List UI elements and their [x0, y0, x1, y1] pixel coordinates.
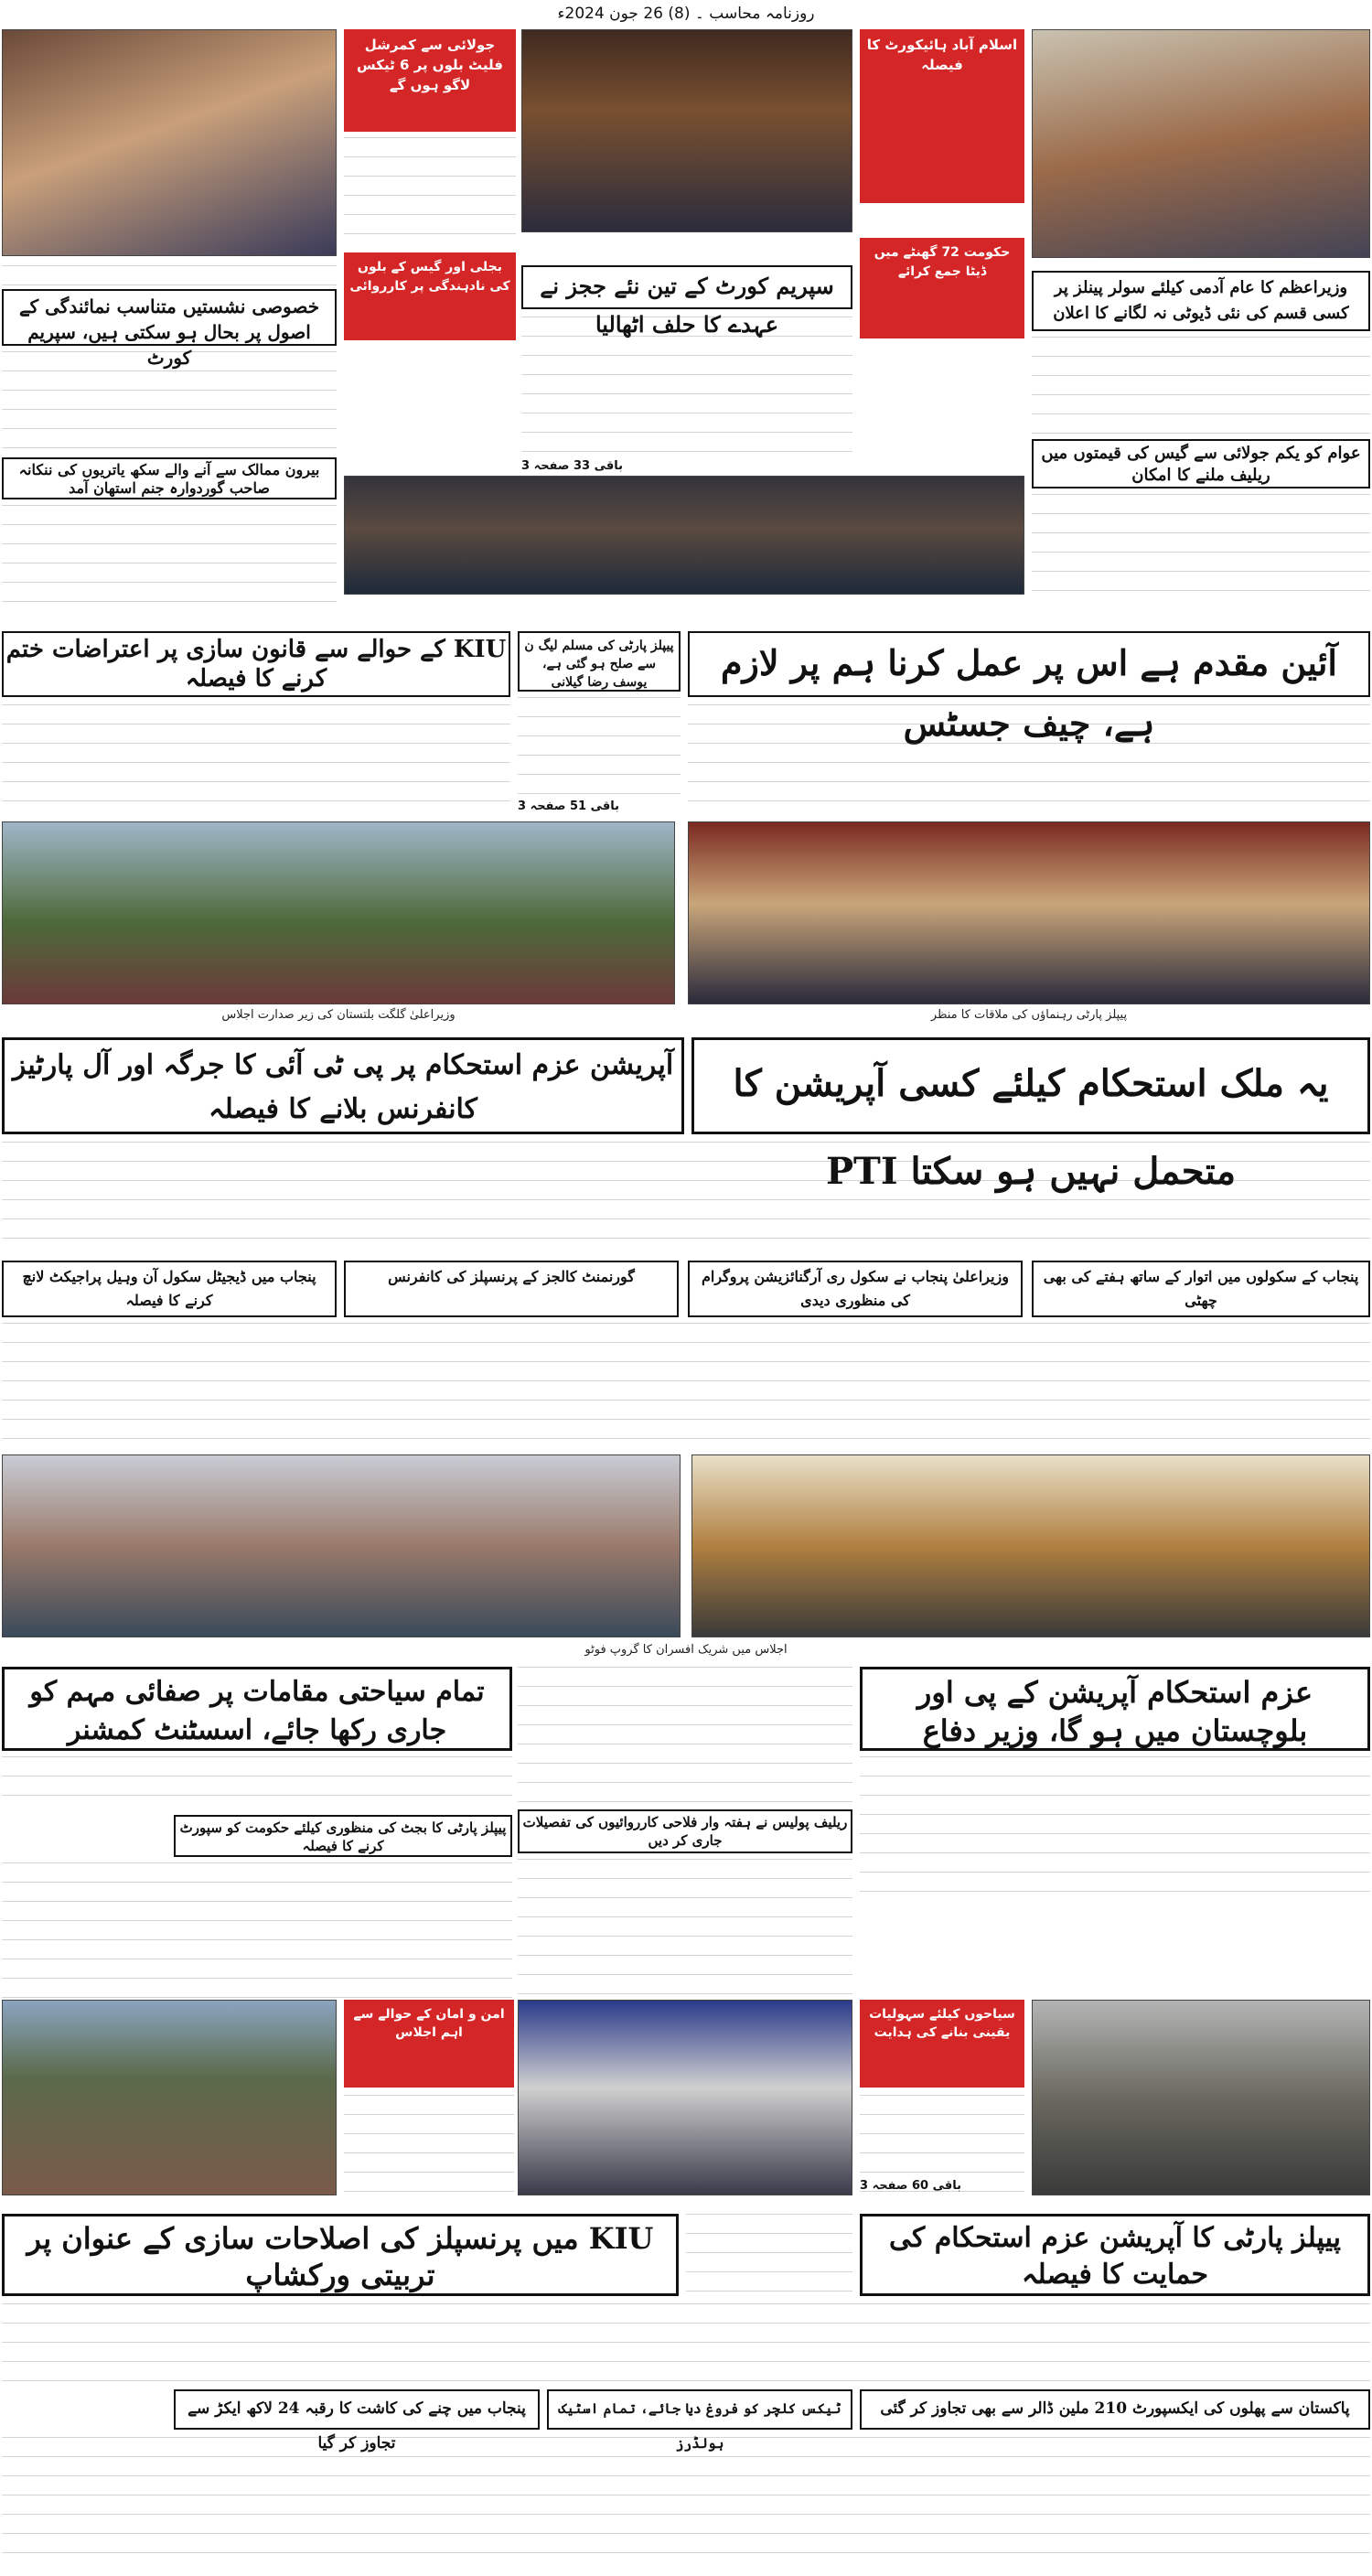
- red-box-left-2: بجلی اور گیس کے بلوں کی نادہندگی پر کارروائی: [344, 252, 516, 340]
- sub-headline-crop-area: پنجاب میں چنے کی کاشت کا رقبہ 24 لاکھ ایکڑ سے تجاوز کر گیا: [174, 2389, 540, 2430]
- text-column: [521, 317, 852, 454]
- sub-headline-school-reorganization: وزیراعلیٰ پنجاب نے سکول ری آرگنائزیشن پروگرام کی منظوری دیدی: [688, 1261, 1023, 1317]
- text-column: [2, 2437, 1370, 2565]
- text-column: [518, 697, 681, 812]
- headline-sikh-yatrees: بیرون ممالک سے آنے والے سکھ یاتریوں کی ننکانہ صاحب گوردوارہ جنم استھان آمد: [2, 457, 337, 499]
- sub-headline-ppp-budget: پیپلز پارٹی کا بجٹ کی منظوری کیلئے حکومت کو سپورٹ کرنے کا فیصلہ: [174, 1815, 512, 1857]
- photo-gathering: [344, 476, 1024, 595]
- text-column: [1032, 337, 1370, 437]
- text-column: [518, 1859, 852, 1996]
- text-column: [688, 704, 1370, 812]
- red-box-tourists: سیاحوں کیلئے سہولیات یقینی بنانے کی ہدایت: [860, 2000, 1024, 2088]
- text-column: [2, 2303, 1370, 2382]
- sub-headline-school-holiday: پنجاب کے سکولوں میں اتوار کے ساتھ ہفتے کی بھی چھٹی: [1032, 1261, 1370, 1317]
- text-column: [2, 704, 510, 812]
- red-box-left-1: جولائی سے کمرشل فلیٹ بلوں پر 6 ٹیکس لاگو ہوں گے: [344, 29, 516, 132]
- masthead-date: روزنامہ محاسب ۔ (8) 26 جون 2024ء: [557, 5, 815, 23]
- red-box-security: امن و امان کے حوالے سے اہم اجلاس: [344, 2000, 514, 2088]
- text-column: [344, 137, 516, 247]
- text-column: [344, 2095, 514, 2195]
- photo-meeting-room: [688, 821, 1370, 1004]
- photo-valley-crowd: [2, 2000, 337, 2195]
- sub-headline-principals: گورنمنٹ کالجز کے پرنسپلز کی کانفرنس: [344, 1261, 679, 1317]
- photo-caption: اجلاس میں شریک افسران کا گروپ فوٹو: [584, 1643, 788, 1657]
- red-box-right-1: اسلام آباد ہائیکورٹ کا فیصلہ: [860, 29, 1024, 203]
- sub-headline-fruit-exports: پاکستان سے پھلوں کی ایکسپورٹ 210 ملین ڈالر سے بھی تجاوز کر گئی: [860, 2389, 1370, 2430]
- photo-parliament: [521, 29, 852, 232]
- banner-chief-justice: آئین مقدم ہے اس پر عمل کرنا ہم پر لازم ہے، چیف جسٹس: [688, 631, 1370, 697]
- text-column: [860, 1756, 1370, 1894]
- photo-tour-group: [1032, 2000, 1370, 2195]
- banner-ppp-pmln: پیپلز پارٹی کی مسلم لیگ ن سے صلح ہو گئی ہے، یوسف رضا گیلانی: [518, 631, 681, 692]
- banner-defence-minister: عزم استحکام آپریشن کے پی اور بلوچستان میں ہو گا، وزیر دفاع: [860, 1667, 1370, 1751]
- sub-headline-relief-police: ریلیف پولیس نے ہفتہ وار فلاحی کارروائیوں کی تفصیلات جاری کر دیں: [518, 1809, 852, 1853]
- banner-pti-operation: یہ ملک استحکام کیلئے کسی آپریشن کا متحمل نہیں ہو سکتا PTI: [691, 1037, 1370, 1134]
- sub-headline-tax-culture: ٹیکس کلچر کو فروغ دیا جائے، تمام اسٹیک ہولڈرز: [547, 2389, 852, 2430]
- banner-ppp-support: پیپلز پارٹی کا آپریشن عزم استحکام کی حمایت کا فیصلہ: [860, 2214, 1370, 2296]
- headline-gas-relief: عوام کو یکم جولائی سے گیس کی قیمتوں میں ریلیف ملنے کا امکان: [1032, 439, 1370, 488]
- photo-police-desk: [518, 2000, 852, 2195]
- text-column: [2, 505, 337, 615]
- page-reference: باقی 33 صفحہ 3: [521, 459, 624, 473]
- photo-officials-group: [2, 1454, 681, 1637]
- text-column: [2, 1142, 1370, 1251]
- red-box-right-2: حکومت 72 گھنٹے میں ڈیٹا جمع کرائے: [860, 238, 1024, 338]
- text-column: [518, 1667, 852, 1804]
- photo-meeting: [1032, 29, 1370, 258]
- banner-assistant-commissioner: تمام سیاحتی مقامات پر صفائی مہم کو جاری رکھا جائے، اسسٹنٹ کمشنر: [2, 1667, 512, 1751]
- headline-pm-solar: وزیراعظم کا عام آدمی کیلئے سولر پینلز پر کسی قسم کی نئی ڈیوٹی نہ لگانے کا اعلان: [1032, 271, 1370, 331]
- text-column: [2, 1323, 1370, 1447]
- photo-caption: وزیراعلیٰ گلگت بلتستان کی زیر صدارت اجلاس: [221, 1008, 456, 1022]
- page-reference: باقی 51 صفحہ 3: [518, 800, 620, 813]
- banner-kiu: KIU کے حوالے سے قانون سازی پر اعتراضات ختم کرنے کا فیصلہ: [2, 631, 510, 697]
- banner-pti-jirga: آپریشن عزم استحکام پر پی ٹی آئی کا جرگہ اور آل پارٹیز کانفرنس بلانے کا فیصلہ: [2, 1037, 684, 1134]
- text-column: [2, 1862, 512, 2000]
- text-column: [686, 2214, 852, 2296]
- photo-portrait-handover: [2, 29, 337, 256]
- banner-kiu-workshop: KIU میں پرنسپلز کی اصلاحات سازی کے عنوان پر تربیتی ورکشاپ: [2, 2214, 679, 2296]
- headline-supreme-court-oath: سپریم کورٹ کے تین نئے ججز نے عہدے کا حلف اٹھالیا: [521, 265, 852, 309]
- sub-headline-digital-school: پنجاب میں ڈیجیٹل سکول آن وہیل پراجیکٹ لانچ کرنے کا فیصلہ: [2, 1261, 337, 1317]
- photo-group-outdoor: [2, 821, 675, 1004]
- photo-caption: پیپلز پارٹی رہنماؤں کی ملاقات کا منظر: [930, 1008, 1128, 1022]
- headline-special-seats: خصوصی نشستیں متناسب نمائندگی کے اصول پر بحال ہو سکتی ہیں، سپریم کورٹ: [2, 289, 337, 346]
- text-column: [2, 1756, 512, 1811]
- photo-conference-table: [691, 1454, 1370, 1637]
- text-column: [2, 351, 337, 452]
- page-reference: باقی 60 صفحہ 3: [860, 2179, 962, 2193]
- text-column: [1032, 494, 1370, 604]
